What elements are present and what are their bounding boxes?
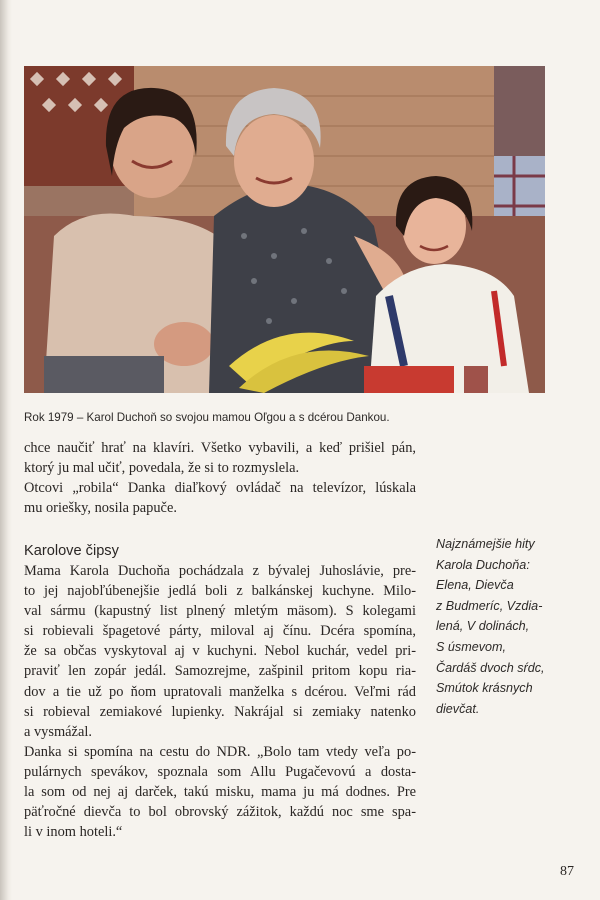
family-photo: [24, 66, 545, 393]
text-line: si robievali špagetové párty, miloval aj čínu. Dcéra spomína,: [24, 623, 416, 640]
photo-caption: Rok 1979 – Karol Duchoň so svojou mamou Oľgou a s dcérou Dankou.: [24, 411, 390, 424]
text-line: Mama Karola Duchoňa pochádzala z bývalej Juhoslávie, pre-: [24, 563, 416, 579]
text-line: a vysmážal.: [24, 723, 92, 740]
text-line: li v inom hoteli.“: [24, 824, 123, 841]
sidenote-hits: [436, 534, 586, 719]
page-number: 87: [560, 864, 574, 879]
text-line: la som od nej aj darček, takú misku, mama ju má dodnes. Pre: [24, 784, 416, 801]
sidenote-line: Čardáš dvoch sŕdc,: [436, 660, 545, 675]
text-line: že sa občas vyskytoval aj v kuchyni. Nebol kuchár, vedel pri-: [24, 643, 416, 660]
text-line: mu oriešky, nosila papuče.: [24, 500, 177, 517]
section-heading: Karolove čipsy: [24, 543, 119, 559]
sidenote-line: Najznámejšie hity: [436, 537, 535, 551]
text-line: ktorý ju mal učiť, povedala, že si to rozmyslela.: [24, 460, 300, 477]
intro-paragraph: [24, 438, 416, 518]
text-line: to jej najobľúbenejšie jedlá boli z balkánskej kuchyne. Milo-: [24, 583, 416, 600]
text-line: si robieval zemiakové lupienky. Nakrájal si zemiaky natenko: [24, 703, 416, 720]
sidenote-line: Smútok krásnych: [436, 681, 533, 696]
text-line: praviť len zopár jedál. Samozrejme, zašpinil pritom kopu ria-: [24, 663, 416, 680]
text-line: Otcovi „robila“ Danka diaľkový ovládač na televízor, lúskala: [24, 480, 416, 497]
text-line: päťročné dievča to bol obrovský zážitok, každú noc sme spa-: [24, 804, 416, 821]
sidenote-line: z Budmeríc, Vzdia-: [436, 598, 543, 613]
section-paragraph: [24, 561, 416, 842]
sidenote-line: lená, V dolinách,: [436, 619, 530, 634]
text-line: dov a tie už po ňom upratovali manželka s dcérou. Veľmi rád: [24, 683, 416, 700]
text-line: Danka si spomína na cestu do NDR. „Bolo tam vtedy veľa po-: [24, 743, 416, 760]
sidenote-line: Karola Duchoňa:: [436, 557, 530, 572]
text-line: chce naučiť hrať na klavíri. Všetko vybavili, a keď prišiel pán,: [24, 440, 416, 456]
sidenote-line: S úsmevom,: [436, 639, 506, 654]
family-photo-illustration: [24, 66, 545, 393]
sidenote-line: dievčat.: [436, 701, 480, 716]
text-line: val sármu (kapustný list plnený mletým mäsom). S kolegami: [24, 603, 416, 620]
text-line: pulárnych spevákov, spoznala som Allu Pugačevovú a dosta-: [24, 763, 416, 780]
book-spine-shadow: [0, 0, 12, 900]
sidenote-line: Elena, Dievča: [436, 578, 514, 593]
